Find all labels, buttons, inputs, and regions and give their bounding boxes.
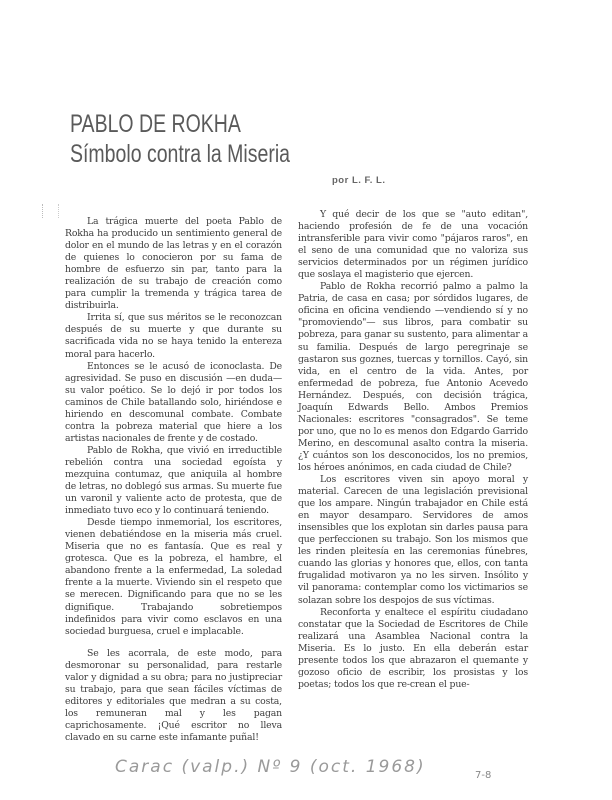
paragraph: Entonces se le acusó de iconoclasta. De agresividad. Se puso en discusión —en duda— su valor poético. Se lo dejó ir por todos los caminos de Chile batallando solo, hiriéndose e hiriendo en descomunal combate. Combate contra la pobreza material que hiere a los artistas nacionales de frente y de costado. [65,360,282,444]
paragraph: Pablo de Rokha, que vivió en irreductible rebelión contra una sociedad egoísta y mezquina contumaz, que aniquila al hombre de letras, no doblegó sus armas. Su muerte fue un varonil y valiente acto de protesta, que de inmediato tuvo eco y lo continuará teniendo. [65,444,282,517]
article-subtitle: Símbolo contra la Miseria [70,140,291,168]
article-title: PABLO DE ROKHA [70,110,241,138]
paragraph: La trágica muerte del poeta Pablo de Rokha ha producido un sentimiento general de dolor en el mundo de las letras y en el corazón de quienes lo conocieron por su fama de hombre de esfuerzo sin par, tanto para la realización de su trabajo de creación como para cumplir la tremenda y trágica tarea de distribuirla. [65,216,282,312]
paragraph: Irrita sí, que sus méritos se le reconozcan después de su muerte y que durante su sacrificada vida no se haya tenido la entereza moral para hacerlo. [65,312,282,360]
left-column [65,216,282,744]
byline: por L. F. L. [332,175,386,186]
paragraph: Se les acorrala, de este modo, para desmoronar su personalidad, para restarle valor y dignidad a su obra; para no justipreciar su trabajo, para que sean fáciles víctimas de editores y editoriales que medran a su costa, los remuneran mal y les pagan caprichosamente. ¡Qué escritor no lleva clavado en su carne este infamante puñal! [65,647,282,743]
margin-mark [42,204,45,218]
paragraph: Reconforta y enaltece el espíritu ciudadano constatar que la Sociedad de Escritores de Chile realizará una Asamblea Nacional contra la Miseria. Es lo justo. En ella deberán estar presente todos los que abrazaron el quemante y gozoso oficio de escribir, los prosistas y los poetas; todos los que re-crean el pue- [298,606,528,690]
right-column [298,209,528,691]
paragraph: Pablo de Rokha recorrió palmo a palmo la Patria, de casa en casa; por sórdidos lugares, de oficina en oficina vendiendo —vendiendo sí y no "promoviendo"— sus libros, para combatir su pobreza, para ganar su sustento, para alimentar a su familia. Después de largo peregrinaje se gastaron sus goznes, tuercas y tornillos. Cayó, sin vida, en el centro de la vida. Antes, por enfermedad de pobreza, fue Antonio Acevedo Hernández. Después, con decisión trágica, Joaquín Edwards Bello. Ambos Premios Nacionales: escritores "consagrados". Se teme por uno, que no lo es menos don Edgardo Garrido Merino, en descomunal asalto contra la miseria. ¿Y cuántos son los desconocidos, los no premios, los héroes anónimos, en cada ciudad de Chile? [298,281,528,473]
paragraph: Desde tiempo inmemorial, los escritores, vienen debatiéndose en la miseria más cruel. Miseria que no es fantasía. Que es real y grotesca. Que es la pobreza, el hambre, el abandono frente a la enfermedad, La soledad frente a la muerte. Viviendo sin el respeto que se merecen. Dignificando para que no se les dignifique. Trabajando sobretiempos indefinidos para vivir como esclavos en una sociedad burguesa, cruel e implacable. [65,517,282,637]
paragraph: Los escritores viven sin apoyo moral y material. Carecen de una legislación previsional que los ampare. Ningún trabajador en Chile está en mayor desamparo. Servidores de amos insensibles que los explotan sin darles pausa para que perfeccionen su trabajo. Son los mismos que les rinden pleitesía en las ceremonias fúnebres, cuando las glorias y honores que, ellos, con tanta frugalidad motivaron ya no les sirven. Insólito y vil panorama: contemplar como los victimarios se solazan sobre los despojos de sus víctimas. [298,474,528,606]
paragraph: Y qué decir de los que se "auto editan", haciendo profesión de fe de una vocación intransferible para vivir como "pájaros raros", en el seno de una comunidad que no valoriza sus servicios determinados por un régimen jurídico que soslaya el magisterio que ejercen. [298,209,528,281]
handwritten-source-note: Carac (valp.) Nº 9 (oct. 1968) [115,757,426,777]
page-range: 7-8 [475,770,492,781]
margin-mark [58,204,61,218]
